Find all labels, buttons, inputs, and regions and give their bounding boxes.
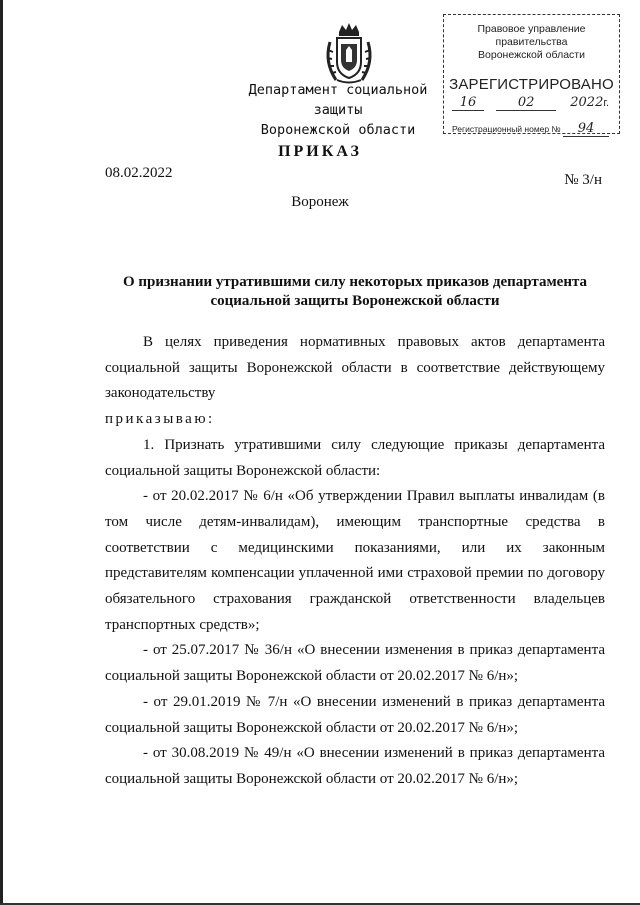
stamp-registered: ЗАРЕГИСТРИРОВАНО <box>449 76 614 93</box>
paragraph-order-ref-1: - от 20.02.2017 № 6/н «Об утверждении Правил выплаты инвалидам (в том числе детям-инвалидам), имеющим транспортные средства в соответствии с медицинскими показаниями, или их законным представителям компенсации уплаченной ими страховой премии по договору обязательного страхования гражданской ответственности владельцев транспортных средств»; <box>105 488 605 633</box>
stamp-reg-label: Регистрационный номер № <box>452 124 561 134</box>
stamp-reg-number: 94 <box>563 121 609 137</box>
document-heading: О признании утратившими силу некоторых приказов департамента социальной защиты Воронежской области <box>122 274 588 309</box>
stamp-org-line-2: Воронежской области <box>478 49 585 61</box>
document-city: Воронеж <box>291 194 349 210</box>
paragraph-preamble: В целях приведения нормативных правовых актов департамента социальной защиты Воронежской области в соответствие действующему законодательству <box>105 334 605 402</box>
stamp-date-row <box>452 95 617 111</box>
paragraph-order: приказываю: <box>105 411 215 428</box>
stamp-org-line-1: Правовое управление правительства <box>477 23 586 48</box>
stamp-date-month: 02 <box>496 95 556 111</box>
paragraph-item-1: 1. Признать утратившими силу следующие приказы департамента социальной защиты Воронежской области: <box>105 436 605 479</box>
paragraph-order-ref-2: - от 25.07.2017 № 36/н «О внесении изменения в приказ департамента социальной защиты Воронежской области от 20.02.2017 № 6/н»; <box>105 642 605 685</box>
registration-stamp <box>443 14 620 134</box>
stamp-organization <box>444 23 619 62</box>
document-number: № 3/н <box>564 172 602 188</box>
department-name <box>222 80 454 140</box>
stamp-date-day: 16 <box>452 95 484 111</box>
coat-of-arms-icon <box>322 22 376 86</box>
document-date: 08.02.2022 <box>105 165 173 181</box>
department-line-1: Департамент социальной защиты <box>248 82 428 118</box>
paragraph-order-ref-3: - от 29.01.2019 № 7/н «О внесении изменений в приказ департамента социальной защиты Воронежской области от 20.02.2017 № 6/н»; <box>105 693 605 736</box>
scan-border-left <box>0 0 3 905</box>
stamp-date-suffix: г. <box>603 97 610 109</box>
document-body <box>105 330 605 793</box>
stamp-number-row <box>452 121 617 137</box>
stamp-date-year: 2022 <box>570 95 604 110</box>
department-line-2: Воронежской области <box>260 122 416 138</box>
document-type: ПРИКАЗ <box>278 143 362 160</box>
paragraph-order-ref-4: - от 30.08.2019 № 49/н «О внесении изменений в приказ департамента социальной защиты Воронежской области от 20.02.2017 № 6/н»; <box>105 745 605 787</box>
